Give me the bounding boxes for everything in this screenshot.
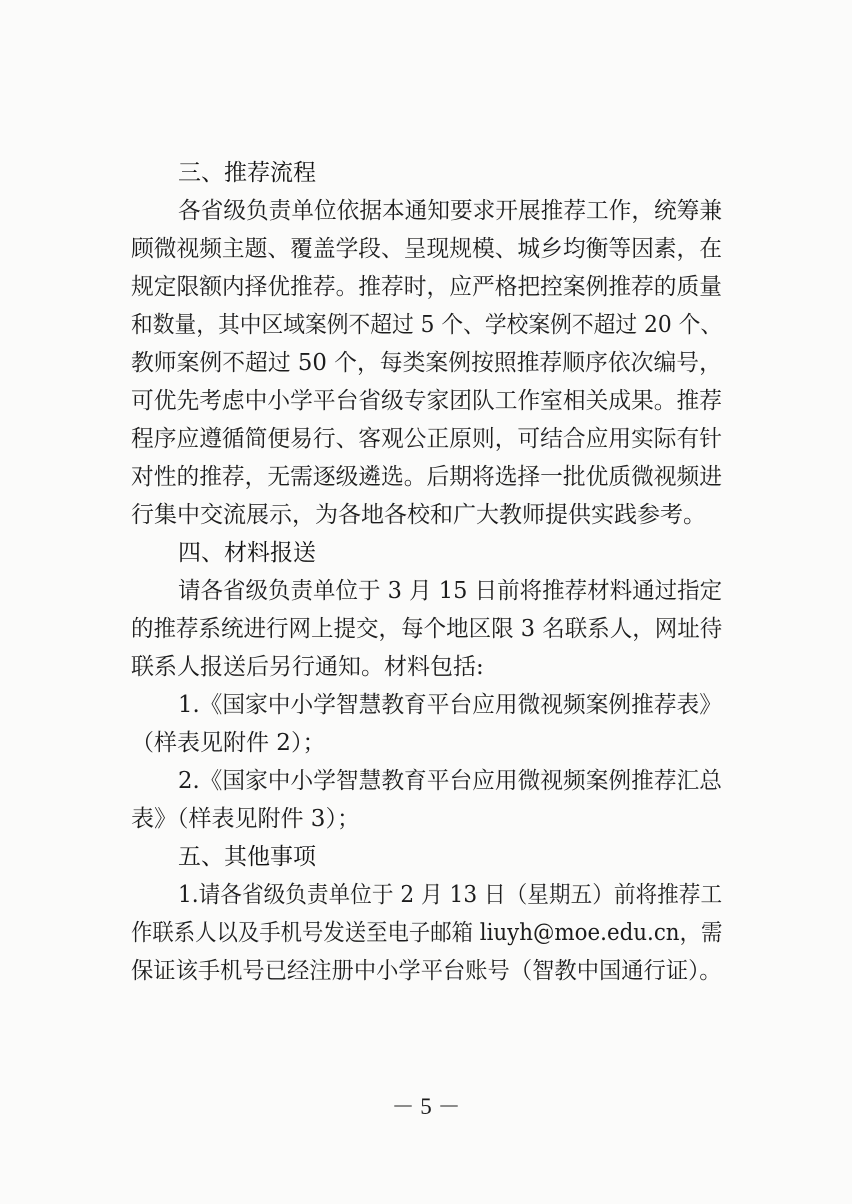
paragraph-line: 对性的推荐，无需逐级遴选。后期将选择一批优质微视频进 (131, 464, 723, 490)
paragraph-line: 可优先考虑中小学平台省级专家团队工作室相关成果。推荐 (131, 388, 723, 414)
paragraph-line: 的推荐系统进行网上提交，每个地区限 3 名联系人，网址待 (131, 616, 723, 642)
paragraph-line: 保证该手机号已经注册中小学平台账号（智教中国通行证）。 (131, 958, 722, 984)
paragraph-line: 教师案例不超过 50 个，每类案例按照推荐顺序依次编号， (131, 350, 722, 376)
list-item-line: （样表见附件 2）； (131, 730, 326, 756)
section-heading: 三、推荐流程 (178, 160, 316, 186)
paragraph-line: 规定限额内择优推荐。推荐时，应严格把控案例推荐的质量 (131, 274, 723, 300)
paragraph-line: 作联系人以及手机号发送至电子邮箱 liuyh@moe.edu.cn，需 (131, 920, 723, 946)
paragraph-line: 联系人报送后另行通知。材料包括: (131, 654, 484, 680)
paragraph-line: 和数量，其中区域案例不超过 5 个、学校案例不超过 20 个、 (131, 312, 723, 338)
section-heading: 四、材料报送 (178, 540, 316, 566)
paragraph-line: 各省级负责单位依据本通知要求开展推荐工作，统筹兼 (178, 198, 722, 224)
paragraph-line: 顾微视频主题、覆盖学段、呈现规模、城乡均衡等因素，在 (131, 236, 723, 262)
paragraph-line: 1.请各省级负责单位于 2 月 13 日（星期五）前将推荐工 (178, 882, 723, 908)
section-heading: 五、其他事项 (178, 844, 316, 870)
list-item-line: 2.《国家中小学智慧教育平台应用微视频案例推荐汇总 (178, 768, 722, 794)
list-item-line: 1.《国家中小学智慧教育平台应用微视频案例推荐表》 (178, 692, 722, 718)
paragraph-line: 请各省级负责单位于 3 月 15 日前将推荐材料通过指定 (178, 578, 723, 604)
paragraph-line: 行集中交流展示，为各地各校和广大教师提供实践参考。 (131, 502, 706, 528)
paragraph-line: 程序应遵循简便易行、客观公正原则，可结合应用实际有针 (131, 426, 723, 452)
list-item-line: 表》（样表见附件 3）； (131, 806, 360, 832)
page-number: － 5 － (391, 1094, 461, 1119)
